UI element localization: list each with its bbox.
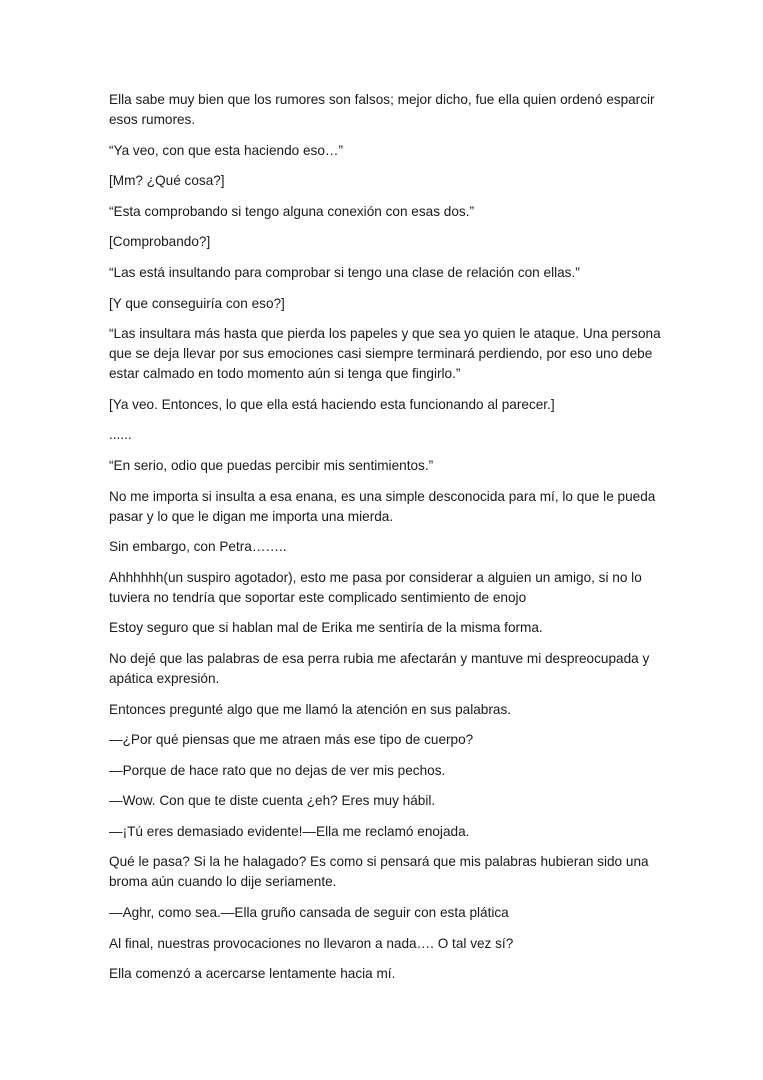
paragraph: Ella sabe muy bien que los rumores son falsos; mejor dicho, fue ella quien ordenó esparcir esos rumores. xyxy=(109,92,655,127)
paragraph: “Las insultara más hasta que pierda los papeles y que sea yo quien le ataque. Una persona que se deja llevar por sus emociones casi siempre terminará perdiendo, por eso uno debe estar calmado en todo momento aún si tenga que fingirlo.” xyxy=(109,326,661,382)
paragraph: [Ya veo. Entonces, lo que ella está haciendo esta funcionando al parecer.] xyxy=(109,396,555,412)
paragraph: Ahhhhhh(un suspiro agotador), esto me pasa por considerar a alguien un amigo, si no lo tuviera no tendría que soportar este complicado sentimiento de enojo xyxy=(109,569,642,605)
paragraph: —Wow. Con que te diste cuenta ¿eh? Eres muy hábil. xyxy=(109,793,436,809)
paragraph: —¿Por qué piensas que me atraen más ese tipo de cuerpo? xyxy=(109,732,474,748)
paragraph: ...... xyxy=(109,427,132,443)
paragraph: Estoy seguro que si hablan mal de Erika me sentiría de la misma forma. xyxy=(109,620,543,636)
paragraph: “Esta comprobando si tengo alguna conexión con esas dos.” xyxy=(109,203,474,219)
paragraph: [Mm? ¿Qué cosa?] xyxy=(109,173,225,189)
paragraph: “Ya veo, con que esta haciendo eso…” xyxy=(109,142,344,158)
paragraph: No me importa si insulta a esa enana, es una simple desconocida para mí, lo que le pueda pasar y lo que le digan me importa una mierda. xyxy=(109,488,656,524)
paragraph: “En serio, odio que puedas percibir mis sentimientos.” xyxy=(109,457,434,473)
document-body xyxy=(109,90,669,995)
paragraph: Entonces pregunté algo que me llamó la atención en sus palabras. xyxy=(109,701,512,717)
paragraph: No dejé que las palabras de esa perra rubia me afectarán y mantuve mi despreocupada y apática expresión. xyxy=(109,650,650,686)
paragraph: “Las está insultando para comprobar si tengo una clase de relación con ellas.” xyxy=(109,264,580,280)
paragraph: Qué le pasa? Si la he halagado? Es como si pensará que mis palabras hubieran sido una broma aún cuando lo dije seriamente. xyxy=(109,854,649,890)
paragraph: —Aghr, como sea.—Ella gruño cansada de seguir con esta plática xyxy=(109,905,509,921)
paragraph: Al final, nuestras provocaciones no llevaron a nada…. O tal vez sí? xyxy=(109,935,514,951)
paragraph: —¡Tú eres demasiado evidente!—Ella me reclamó enojada. xyxy=(109,823,470,839)
paragraph: [Y que conseguiría con eso?] xyxy=(109,295,285,311)
paragraph: Ella comenzó a acercarse lentamente hacia mí. xyxy=(109,966,396,982)
paragraph: —Porque de hace rato que no dejas de ver mis pechos. xyxy=(109,762,446,778)
paragraph: Sin embargo, con Petra…….. xyxy=(109,539,287,555)
paragraph: [Comprobando?] xyxy=(109,234,211,250)
